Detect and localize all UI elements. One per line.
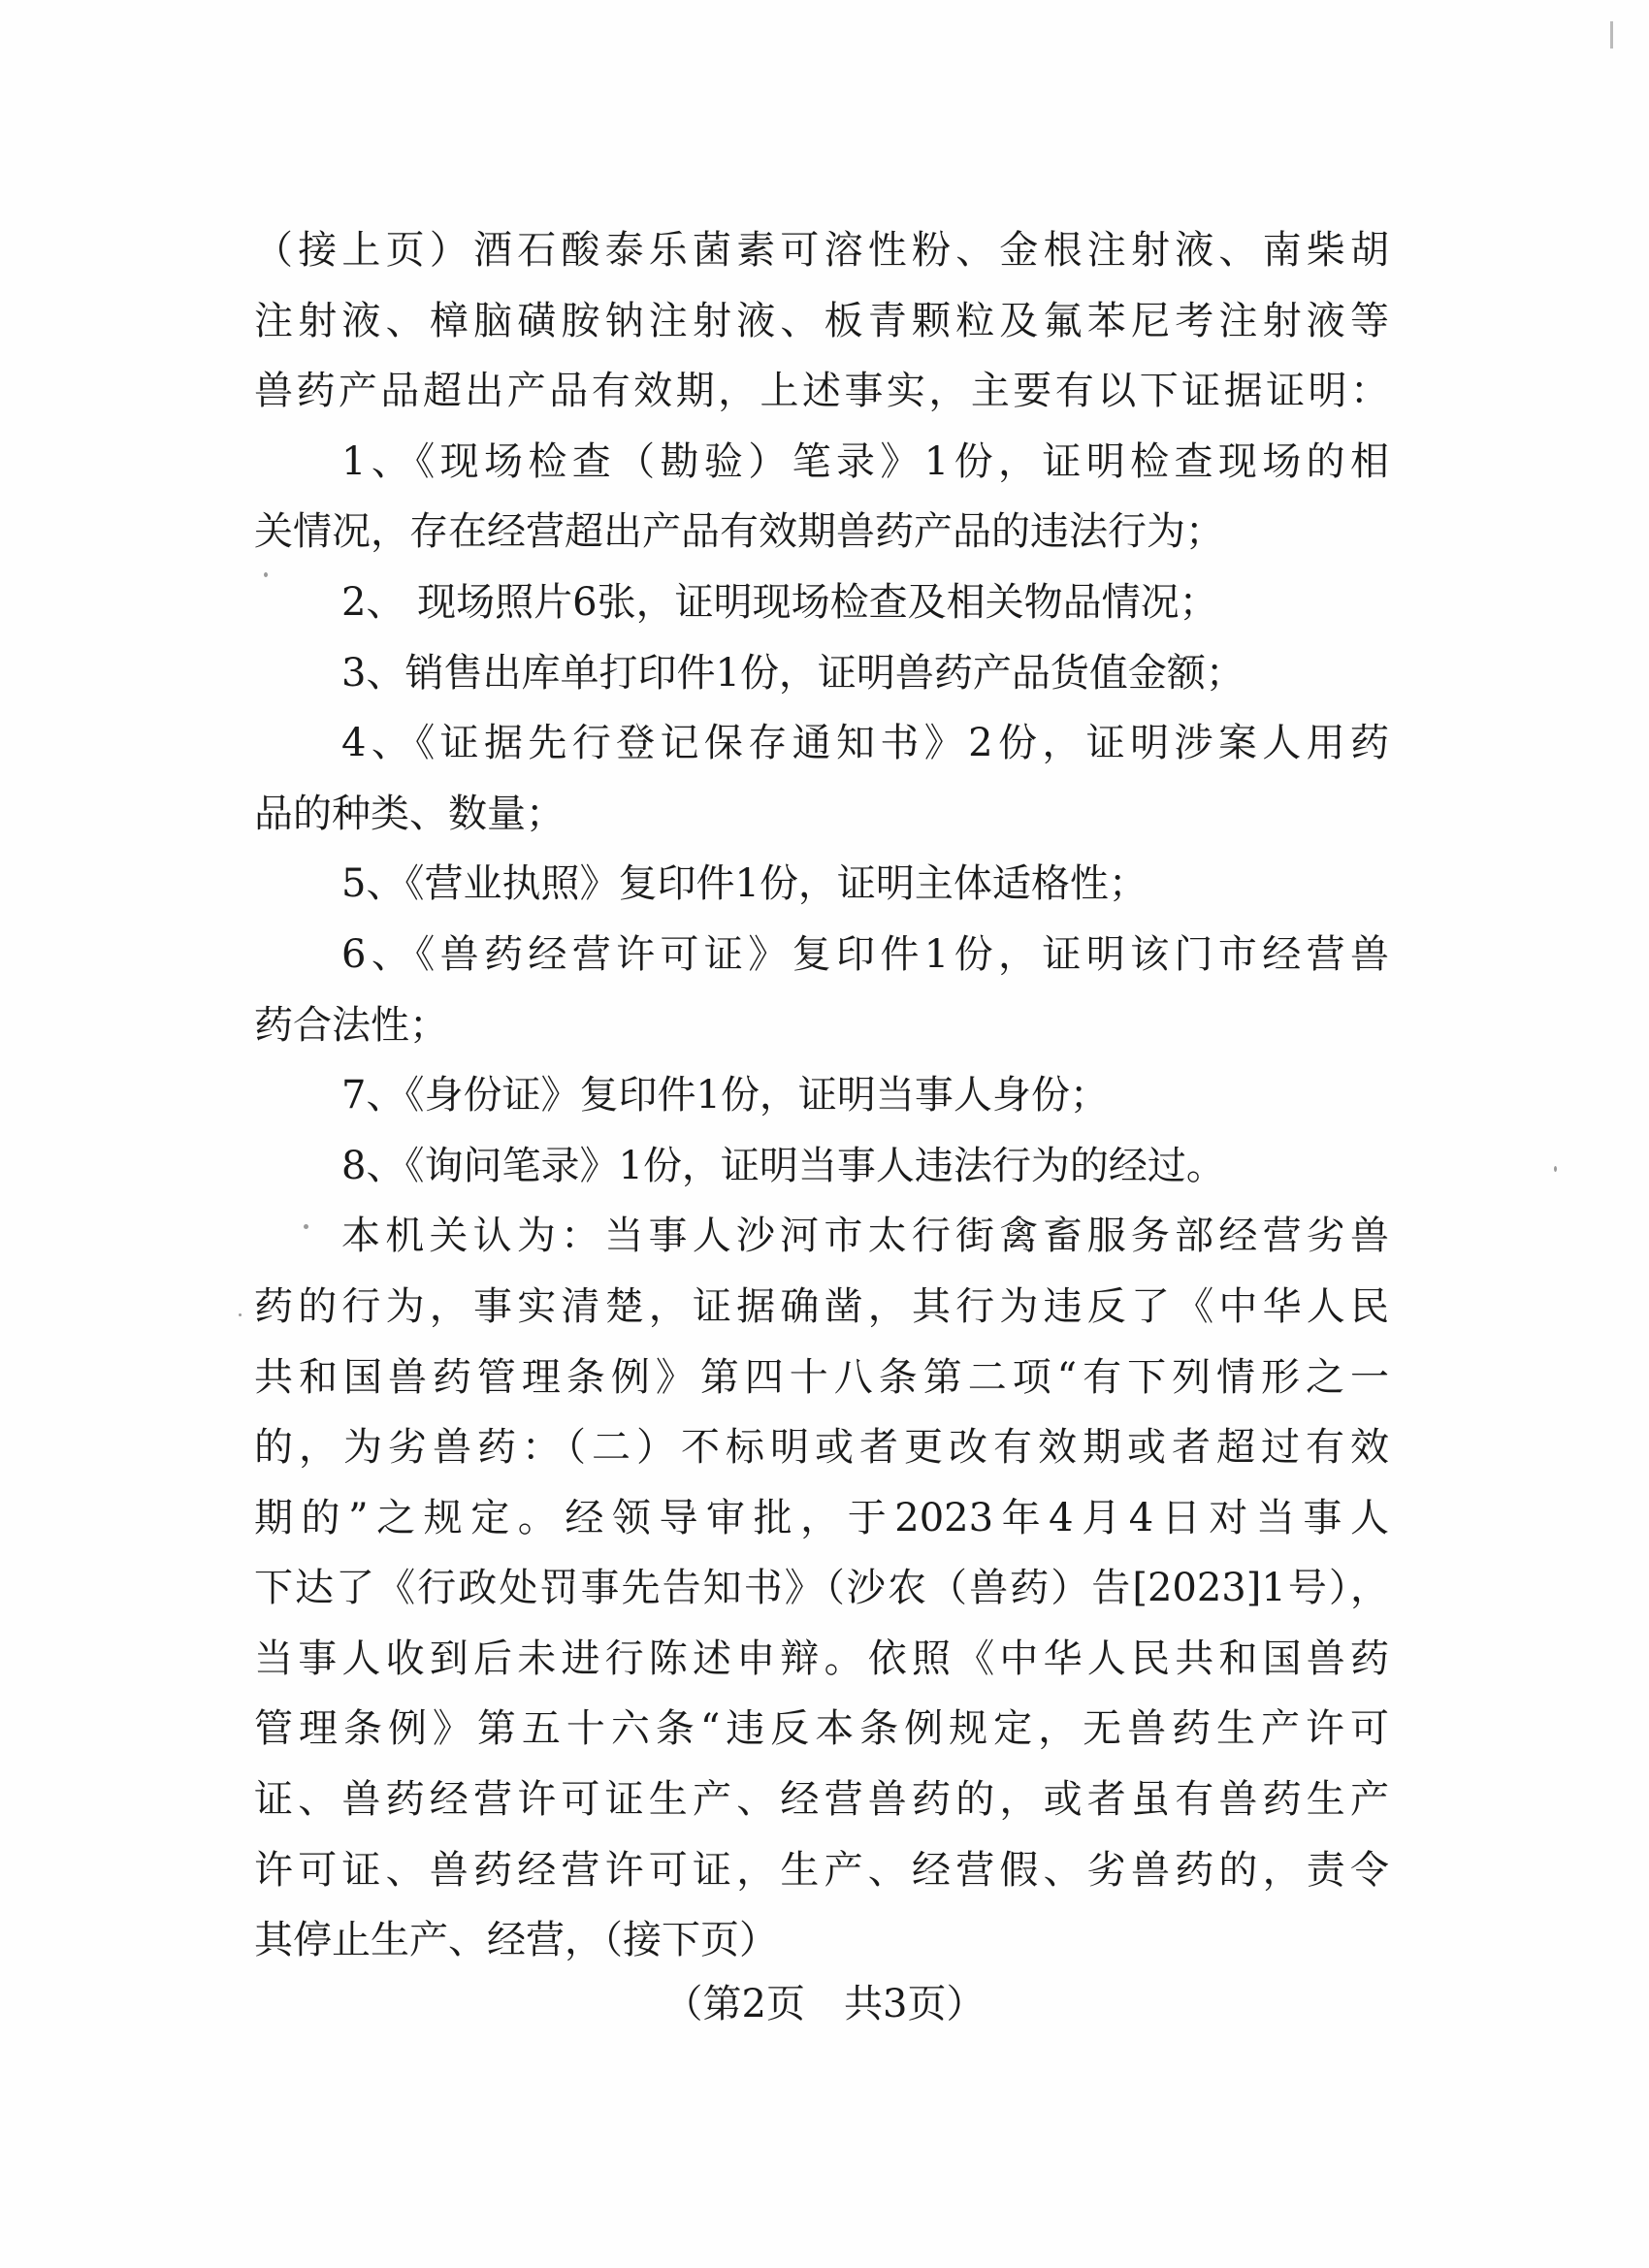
text-line: 3、销售出库单打印件1份，证明兽药产品货值金额； — [341, 650, 1245, 696]
text-line: 8、《询问笔录》1份，证明当事人违法行为的经过。 — [341, 1143, 1225, 1188]
page-number-footer: （第2页 共3页） — [663, 1982, 986, 2026]
text-line: 证、兽药经营许可证生产、经营兽药的，或者虽有兽药生产 — [254, 1777, 1389, 1823]
scan-speck — [239, 1313, 242, 1316]
text-line: 药合法性； — [254, 1002, 448, 1048]
text-line: 7、《身份证》复印件1份，证明当事人身份； — [341, 1073, 1109, 1118]
text-line: 注射液、樟脑磺胺钠注射液、板青颗粒及氟苯尼考注射液等 — [254, 298, 1389, 343]
text-line: 2、 现场照片6张，证明现场检查及相关物品情况； — [341, 579, 1218, 625]
body-text — [254, 215, 1389, 1976]
text-line: 共和国兽药管理条例》第四十八条第二项“有下列情形之一 — [254, 1354, 1389, 1400]
text-line: 的，为劣兽药：（二）不标明或者更改有效期或者超过有效 — [254, 1425, 1389, 1471]
text-line: 当事人收到后未进行陈述申辩。依照《中华人民共和国兽药 — [254, 1636, 1389, 1681]
text-line: 6、《兽药经营许可证》复印件1份，证明该门市经营兽 — [341, 931, 1389, 977]
text-line: 4、《证据先行登记保存通知书》2份，证明涉案人用药 — [341, 721, 1389, 766]
text-line: 管理条例》第五十六条“违反本条例规定，无兽药生产许可 — [254, 1706, 1389, 1752]
text-line: 其停止生产、经营，（接下页） — [254, 1918, 778, 1963]
text-line: 本机关认为：当事人沙河市太行街禽畜服务部经营劣兽 — [341, 1214, 1389, 1259]
text-line: 许可证、兽药经营许可证，生产、经营假、劣兽药的，责令 — [254, 1847, 1389, 1893]
text-line: 品的种类、数量； — [254, 791, 565, 836]
scan-edge-mark — [1610, 21, 1613, 49]
scan-speck — [1554, 1166, 1557, 1172]
text-line: 药的行为，事实清楚，证据确凿，其行为违反了《中华人民 — [254, 1283, 1389, 1329]
text-line: 1、《现场检查（勘验）笔录》1份，证明检查现场的相 — [341, 438, 1389, 484]
text-line: （接上页）酒石酸泰乐菌素可溶性粉、金根注射液、南柴胡 — [254, 228, 1389, 273]
text-line: 关情况，存在经营超出产品有效期兽药产品的违法行为； — [254, 509, 1224, 555]
text-line: 下达了《行政处罚事先告知书》（沙农（兽药）告[2023]1号）， — [254, 1566, 1389, 1611]
text-line: 兽药产品超出产品有效期，上述事实，主要有以下证据证明： — [254, 369, 1389, 414]
text-line: 5、《营业执照》复印件1份，证明主体适格性； — [341, 861, 1148, 907]
text-line: 期的”之规定。经领导审批，于2023年4月4日对当事人 — [254, 1495, 1389, 1540]
